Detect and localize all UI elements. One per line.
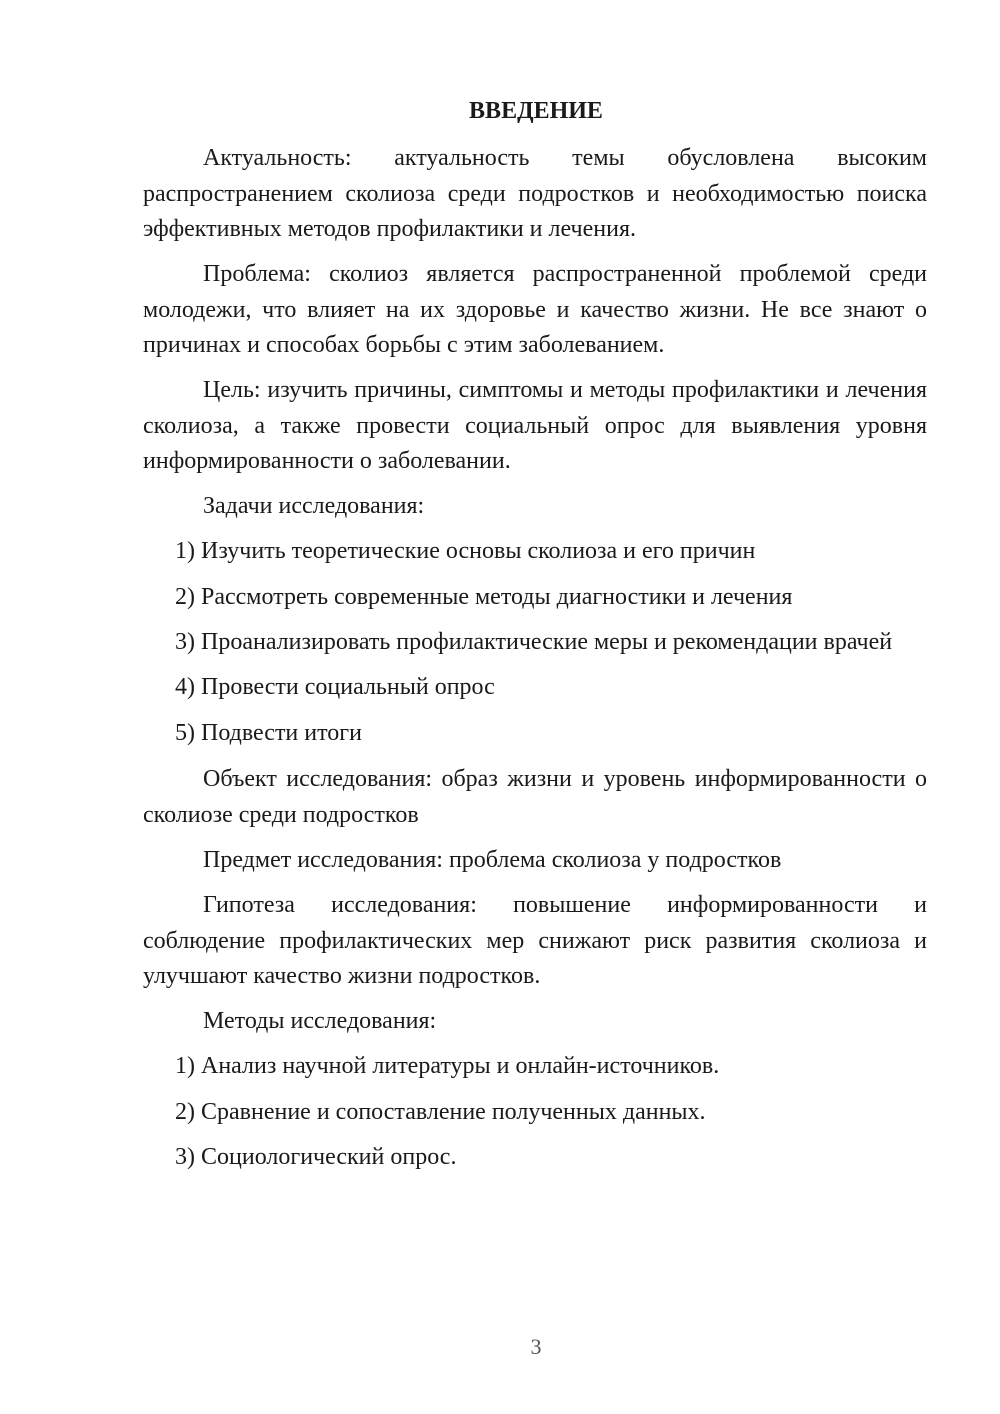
methods-heading: Методы исследования: [203, 1008, 437, 1034]
task-item: 2) Рассмотреть современные методы диагностики и лечения [175, 584, 793, 610]
goal-paragraph: Цель: изучить причины, симптомы и методы профилактики и лечения сколиоза, а также провести социальный опрос для выявления уровня информированности о заболевании. [143, 377, 927, 474]
task-item: 5) Подвести итоги [175, 720, 362, 746]
method-item: 2) Сравнение и сопоставление полученных данных. [175, 1099, 706, 1125]
relevance-paragraph: Актуальность: актуальность темы обусловлена высоким распространением сколиоза среди подростков и необходимостью поиска эффективных методов профилактики и лечения. [143, 145, 927, 242]
task-item: 1) Изучить теоретические основы сколиоза и его причин [175, 538, 756, 564]
page-number: 3 [530, 1334, 542, 1359]
method-item: 1) Анализ научной литературы и онлайн-источников. [175, 1053, 720, 1079]
method-item: 3) Социологический опрос. [175, 1144, 457, 1170]
tasks-heading: Задачи исследования: [203, 493, 425, 519]
page-title: ВВЕДЕНИЕ [469, 98, 603, 124]
task-item: 4) Провести социальный опрос [175, 674, 495, 700]
hypothesis-paragraph: Гипотеза исследования: повышение информированности и соблюдение профилактических мер снижают риск развития сколиоза и улучшают качество жизни подростков. [143, 892, 927, 989]
task-item: 3) Проанализировать профилактические меры и рекомендации врачей [175, 629, 893, 655]
problem-paragraph: Проблема: сколиоз является распространенной проблемой среди молодежи, что влияет на их здоровье и качество жизни. Не все знают о причинах и способах борьбы с этим заболеванием. [143, 261, 927, 358]
subject-paragraph: Предмет исследования: проблема сколиоза у подростков [203, 847, 782, 873]
object-paragraph: Объект исследования: образ жизни и уровень информированности о сколиозе среди подростков [143, 766, 927, 828]
